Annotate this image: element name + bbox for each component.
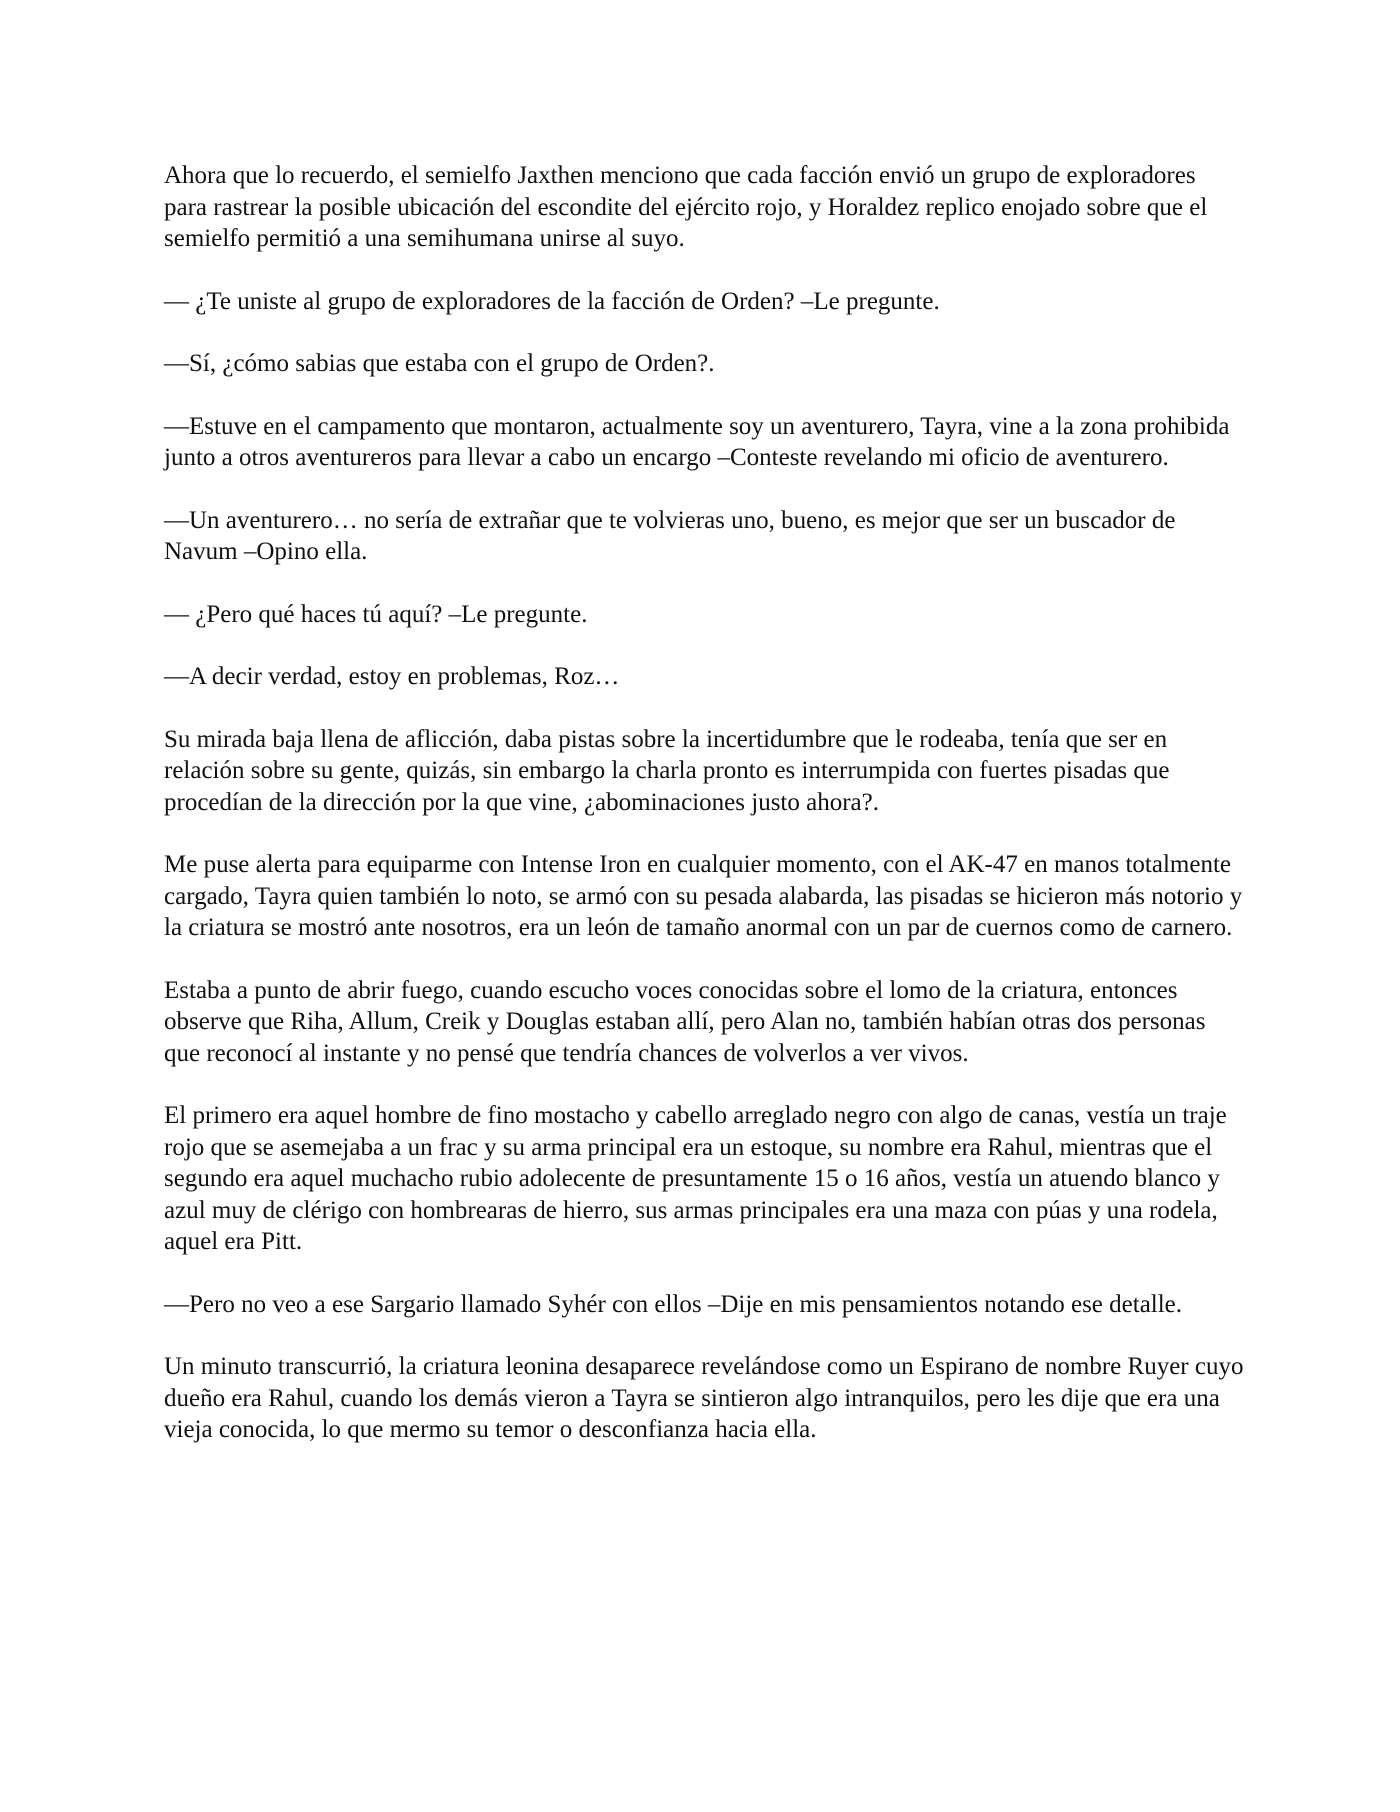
paragraph-1: Ahora que lo recuerdo, el semielfo Jaxthen menciono que cada facción envió un grupo de exploradores para rastrear la posible ubicación del escondite del ejército rojo, y Horaldez replico enojado sobre que el semielfo permitió a una semihumana unirse al suyo. (164, 162, 1208, 252)
paragraph-4: —Estuve en el campamento que montaron, actualmente soy un aventurero, Tayra, vine a la zona prohibida junto a otros aventureros para llevar a cabo un encargo –Conteste revelando mi oficio de aventurero. (164, 412, 1230, 471)
paragraph-2: — ¿Te uniste al grupo de exploradores de la facción de Orden? –Le pregunte. (164, 287, 940, 315)
paragraph-3: —Sí, ¿cómo sabias que estaba con el grupo de Orden?. (164, 350, 715, 377)
paragraph-11: El primero era aquel hombre de fino mostacho y cabello arreglado negro con algo de canas, vestía un traje rojo que se asemejaba a un frac y su arma principal era un estoque, su nombre era Rahul, mientras que el segundo era aquel muchacho rubio adolecente de presuntamente 15 o 16 años, vestía un atuendo blanco y azul muy de clérigo con hombrearas de hierro, sus armas principales era una maza con púas y una rodela, aquel era Pitt. (164, 1102, 1227, 1255)
paragraph-6: — ¿Pero qué haces tú aquí? –Le pregunte. (164, 600, 588, 628)
paragraph-8: Su mirada baja llena de aflicción, daba pistas sobre la incertidumbre que le rodeaba, tenía que ser en relación sobre su gente, quizás, sin embargo la charla pronto es interrumpida con fuertes pisadas que procedían de la dirección por la que vine, ¿abominaciones justo ahora?. (164, 725, 1170, 816)
paragraph-10: Estaba a punto de abrir fuego, cuando escucho voces conocidas sobre el lomo de la criatura, entonces observe que Riha, Allum, Creik y Douglas estaban allí, pero Alan no, también habían otras dos personas que reconocí al instante y no pensé que tendría chances de volverlos a ver vivos. (164, 976, 1206, 1067)
paragraph-5: —Un aventurero… no sería de extrañar que te volvieras uno, bueno, es mejor que ser un buscador de Navum –Opino ella. (164, 506, 1176, 565)
document-body (164, 160, 1244, 1446)
paragraph-9: Me puse alerta para equiparme con Intense Iron en cualquier momento, con el AK-47 en manos totalmente cargado, Tayra quien también lo noto, se armó con su pesada alabarda, las pisadas se hicieron más notorio y la criatura se mostró ante nosotros, era un león de tamaño anormal con un par de cuernos como de carnero. (164, 851, 1243, 941)
paragraph-12: —Pero no veo a ese Sargario llamado Syhér con ellos –Dije en mis pensamientos notando ese detalle. (164, 1290, 1183, 1318)
paragraph-13: Un minuto transcurrió, la criatura leonina desaparece revelándose como un Espirano de nombre Ruyer cuyo dueño era Rahul, cuando los demás vieron a Tayra se sintieron algo intranquilos, pero les dije que era una vieja conocida, lo que mermo su temor o desconfianza hacia ella. (164, 1353, 1244, 1443)
paragraph-7: —A decir verdad, estoy en problemas, Roz… (164, 663, 620, 690)
